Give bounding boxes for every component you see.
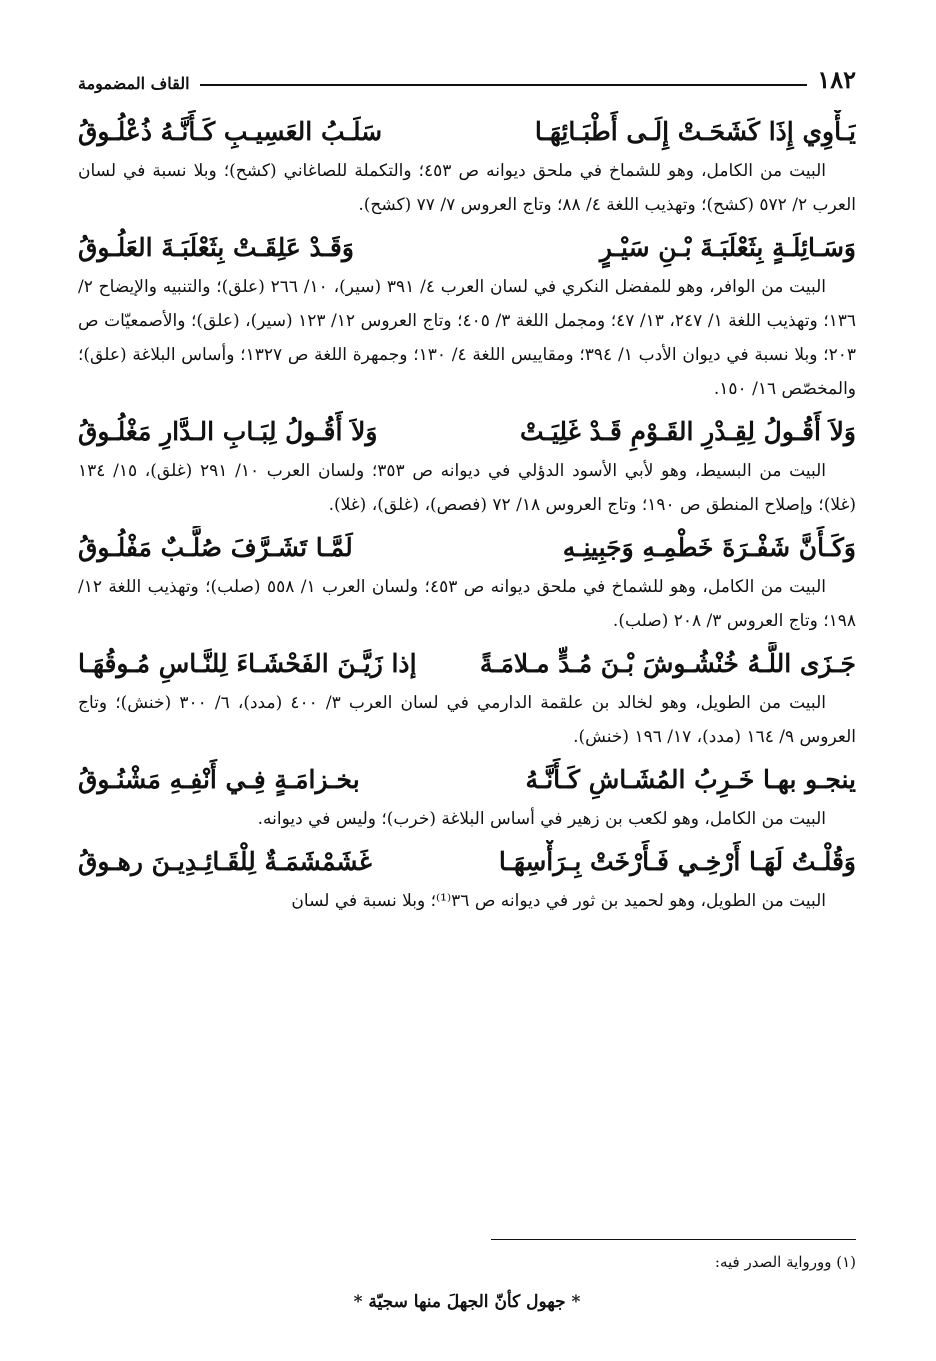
verse-line	[78, 758, 856, 802]
page-number: ١٨٢	[817, 65, 856, 94]
first-hemistich: وَسَـائِلَـةٍ بِثَعْلَبَـةَ بْـنِ سَيْـرٍ	[599, 233, 856, 262]
first-hemistich: ينجـو بهـا خَـرِبُ المُشَـاشِ كَـأَنَّـهُ	[525, 765, 856, 794]
verse-note: البيت من الوافر، وهو للمفضل النكري في لسان العرب ٤/ ٣٩١ (سير)، ١٠/ ٢٦٦ (علق)؛ والتنبيه والإيضاح ٢/ ١٣٦؛ وتهذيب اللغة ١/ ٢٤٧، ١٣/ ٤٧؛ ومجمل اللغة ٣/ ٤٠٥؛ وتاج العروس ١٢/ ١٢٣ (سير)، (علق)؛ والأصمعيّات ص ٢٠٣؛ وبلا نسبة في ديوان الأدب ١/ ٣٩٤؛ ومقاييس اللغة ٤/ ١٣٠؛ وجمهرة اللغة ص ١٣٢٧؛ وأساس البلاغة (علق)؛ والمخصّص ١٦/ ١٥٠.	[78, 277, 857, 399]
first-hemistich: جَـزَى اللَّـهُ خُنْشُـوشَ بْـنَ مُـدٍّ مـلامَـةً	[479, 649, 856, 678]
verse-line	[78, 410, 856, 454]
first-hemistich: يَـأْوِي إِذَا كَشَحَـتْ إِلَـى أَطْبَـائِهَـا	[534, 117, 856, 146]
second-hemistich: بخـزامَـةٍ فِـي أَنْفِـهِ مَشْنُـوقُ	[78, 765, 360, 794]
verse-entry	[78, 526, 856, 638]
second-hemistich: وَلاَ أَقُـولُ لِبَـابِ الـدَّارِ مَغْلُـوقُ	[78, 417, 378, 446]
verse-line	[78, 110, 856, 154]
footnote: (١) وورواية الصدر فيه:	[714, 1253, 856, 1271]
footnote-verse: * جهول كأنّ الجهلَ منها سجيّة *	[353, 1292, 581, 1312]
verse-entry	[78, 840, 856, 918]
verse-line	[78, 840, 856, 884]
verse-line	[78, 526, 856, 570]
verse-note: البيت من الكامل، وهو للشماخ في ملحق ديوانه ص ٤٥٣؛ ولسان العرب ١/ ٥٥٨ (صلب)؛ وتهذيب اللغة ١٢/ ١٩٨؛ وتاج العروس ٣/ ٢٠٨ (صلب).	[78, 577, 856, 631]
verse-entry	[78, 226, 856, 406]
verse-entry	[78, 758, 856, 836]
verse-note: البيت من الكامل، وهو لكعب بن زهير في أساس البلاغة (خرب)؛ وليس في ديوانه.	[257, 809, 826, 829]
first-hemistich: وَكَـأَنَّ شَفْـرَةَ خَطْمِـهِ وَجَبِينِـهِ	[562, 533, 856, 562]
second-hemistich: سَلَـبُ العَسِيـبِ كَـأَنَّـهُ ذُعْلُـوقُ	[78, 117, 383, 146]
verse-line	[78, 226, 856, 270]
first-hemistich: وَلاَ أَقُـولُ لِقِـدْرِ القَـوْمِ قَـدْ غَلِيَـتْ	[519, 417, 856, 446]
second-hemistich: غَشَمْشَمَـةٌ لِلْقَـائِـدِيـنَ رهـوقُ	[78, 847, 372, 876]
verse-note: البيت من الطويل، وهو لحميد بن ثور في ديوانه ص ٣٦⁽¹⁾؛ وبلا نسبة في لسان	[291, 891, 826, 911]
verse-note: البيت من الكامل، وهو للشماخ في ملحق ديوانه ص ٤٥٣؛ والتكملة للصاغاني (كشح)؛ وبلا نسبة في لسان العرب ٢/ ٥٧٢ (كشح)؛ وتهذيب اللغة ٤/ ٨٨؛ وتاج العروس ٧/ ٧٧ (كشح).	[78, 161, 856, 215]
verse-note: البيت من الطويل، وهو لخالد بن علقمة الدارمي في لسان العرب ٣/ ٤٠٠ (مدد)، ٦/ ٣٠٠ (خنش)؛ وتاج العروس ٩/ ١٦٤ (مدد)، ١٧/ ١٩٦ (خنش).	[78, 693, 856, 747]
verse-note: البيت من البسيط، وهو لأبي الأسود الدؤلي في ديوانه ص ٣٥٣؛ ولسان العرب ١٠/ ٢٩١ (غلق)، ١٥/ ١٣٤ (غلا)؛ وإصلاح المنطق ص ١٩٠؛ وتاج العروس ١٨/ ٧٢ (فصص)، (غلق)، (غلا).	[78, 461, 856, 515]
second-hemistich: وَقَـدْ عَلِقَـتْ بِثَعْلَبَـةَ العَلُـوقُ	[78, 233, 354, 262]
footnote-rule	[491, 1239, 856, 1240]
verse-entry	[78, 642, 856, 754]
verse-line	[78, 642, 856, 686]
verse-entry	[78, 110, 856, 222]
verse-entry	[78, 410, 856, 522]
second-hemistich: إذا زَيَّـنَ الفَحْشَـاءَ لِلنَّـاسِ مُـوقُهَـا	[78, 649, 417, 678]
second-hemistich: لَمَّـا تَشَـرَّفَ صُلَّـبٌ مَفْلُـوقُ	[78, 533, 353, 562]
first-hemistich: وَقُلْـتُ لَهَـا أَرْخِـي فَـأَرْخَتْ بِـرَأْسِهَـا	[498, 847, 856, 876]
page-body	[78, 110, 856, 922]
running-title: القاف المضمومة	[78, 74, 190, 93]
header-rule	[200, 84, 808, 86]
page-header	[78, 58, 856, 92]
